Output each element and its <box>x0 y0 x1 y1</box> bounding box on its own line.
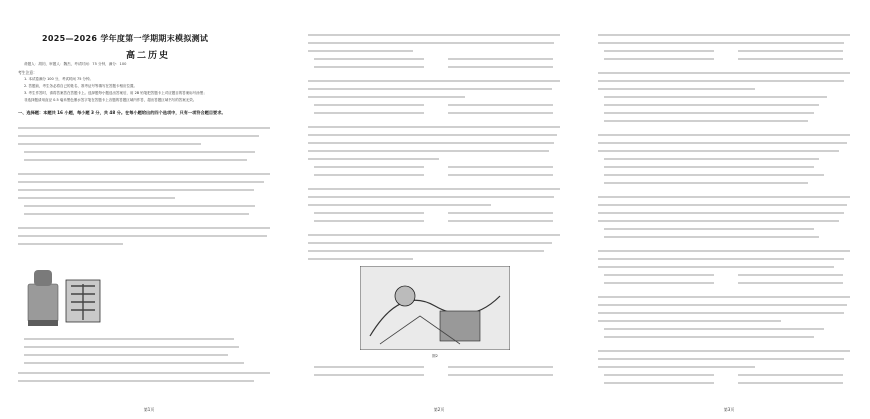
text-line <box>308 34 560 36</box>
text-line <box>314 58 424 60</box>
note-2: 2. 答题前，考生务必将自己的姓名、准考证号等填写在答题卡相应位置。 <box>24 84 137 88</box>
seal-stone-figure <box>24 262 104 332</box>
figure-caption: 图2 <box>432 354 438 358</box>
cartoon-head <box>395 286 415 306</box>
page-3 <box>580 0 870 419</box>
text-line <box>598 296 850 298</box>
text-line <box>314 104 424 106</box>
seal-knob <box>34 270 52 286</box>
text-line <box>308 88 552 90</box>
text-line <box>598 258 844 260</box>
text-line <box>448 366 553 368</box>
text-line <box>598 150 839 152</box>
text-line <box>598 366 755 368</box>
text-line <box>598 350 850 352</box>
text-line <box>18 380 254 382</box>
text-line <box>604 228 814 230</box>
text-line <box>604 182 808 184</box>
text-line <box>598 304 847 306</box>
text-line <box>18 181 264 183</box>
text-line <box>308 234 560 236</box>
text-line <box>598 212 844 214</box>
note-1: 1. 本试卷满分 100 分，考试时间 75 分钟。 <box>24 77 94 81</box>
text-line <box>448 112 553 114</box>
text-line <box>308 204 491 206</box>
text-line <box>598 134 850 136</box>
text-line <box>24 159 247 161</box>
seal-base <box>28 320 58 326</box>
text-line <box>448 220 553 222</box>
text-line <box>598 312 844 314</box>
text-line <box>18 227 270 229</box>
text-line <box>314 174 424 176</box>
text-line <box>738 50 843 52</box>
text-line <box>18 197 175 199</box>
text-line <box>314 112 424 114</box>
text-line <box>24 346 239 348</box>
text-line <box>314 374 424 376</box>
exam-title: 2025—2026 学年度第一学期期末模拟测试 <box>42 34 209 43</box>
page-footer: 第3页 <box>723 407 735 412</box>
text-line <box>598 358 844 360</box>
text-line <box>308 188 560 190</box>
text-line <box>308 158 439 160</box>
text-line <box>308 50 413 52</box>
text-line <box>738 282 843 284</box>
text-line <box>738 374 843 376</box>
cartoon-frame <box>360 266 510 350</box>
text-line <box>308 258 413 260</box>
text-line <box>18 235 267 237</box>
notes-heading: 考生注意： <box>18 70 37 75</box>
text-line <box>308 96 465 98</box>
page-1 <box>0 0 290 419</box>
text-line <box>738 382 843 384</box>
text-line <box>598 220 839 222</box>
text-line <box>598 72 850 74</box>
exam-subject: 高二历史 <box>126 51 171 61</box>
page-footer: 第1页 <box>143 407 155 412</box>
text-line <box>448 104 553 106</box>
text-line <box>18 189 254 191</box>
text-line <box>604 336 814 338</box>
text-line <box>598 320 781 322</box>
cartoon-block <box>440 311 480 341</box>
text-line <box>604 96 827 98</box>
text-line <box>604 236 819 238</box>
text-line <box>598 80 844 82</box>
text-line <box>18 243 123 245</box>
text-line <box>18 372 270 374</box>
text-line <box>598 266 834 268</box>
text-line <box>738 58 843 60</box>
text-line <box>604 112 814 114</box>
text-line <box>24 151 255 153</box>
text-line <box>314 220 424 222</box>
text-line <box>24 205 255 207</box>
note-3: 3. 考生作答时，请将答案答在答题卡上。选择题每小题选出答案后，用 2B 铅笔把答题卡上对应题目的答案标号涂黑； <box>24 91 207 95</box>
text-line <box>308 250 544 252</box>
text-line <box>604 382 714 384</box>
text-line <box>308 80 560 82</box>
text-line <box>598 204 847 206</box>
text-line <box>598 88 755 90</box>
note-4: 非选择题请用直径 0.5 毫米黑色墨水签字笔在答题卡上各题的答题区域内作答，超出答题区域书写的答案无效。 <box>24 98 197 102</box>
text-line <box>604 166 814 168</box>
page-2 <box>290 0 580 419</box>
seal-body <box>28 284 58 322</box>
text-line <box>18 135 259 137</box>
text-line <box>24 213 249 215</box>
page-footer: 第2页 <box>433 407 445 412</box>
text-line <box>18 173 270 175</box>
text-line <box>598 250 850 252</box>
text-line <box>604 282 714 284</box>
text-line <box>24 338 234 340</box>
text-line <box>598 34 850 36</box>
text-line <box>24 354 228 356</box>
text-line <box>314 66 424 68</box>
text-line <box>448 212 553 214</box>
text-line <box>308 134 557 136</box>
text-line <box>448 58 553 60</box>
section-1-heading: 一、选择题：本题共 16 小题，每小题 3 分，共 48 分。在每小题给出的四个选项中，只有一项符合题目要求。 <box>18 110 226 115</box>
text-line <box>604 104 819 106</box>
text-line <box>448 374 553 376</box>
text-line <box>18 143 201 145</box>
text-line <box>24 362 244 364</box>
cartoon-figure <box>360 266 510 350</box>
text-line <box>604 120 808 122</box>
text-line <box>448 66 553 68</box>
text-line <box>604 174 824 176</box>
text-line <box>604 328 824 330</box>
text-line <box>308 126 560 128</box>
text-line <box>314 166 424 168</box>
text-line <box>448 174 553 176</box>
text-line <box>604 50 714 52</box>
text-line <box>598 42 844 44</box>
text-line <box>18 127 270 129</box>
text-line <box>604 274 714 276</box>
text-line <box>308 242 552 244</box>
text-line <box>604 158 819 160</box>
text-line <box>604 58 714 60</box>
text-line <box>308 142 554 144</box>
text-line <box>314 366 424 368</box>
text-line <box>448 166 553 168</box>
exam-meta: 命题人：胡钧，审题人：魏杰，考试时间：75 分钟，满分：100 <box>24 62 127 66</box>
text-line <box>308 150 549 152</box>
text-line <box>598 142 847 144</box>
text-line <box>314 212 424 214</box>
text-line <box>308 42 554 44</box>
text-line <box>308 196 554 198</box>
text-line <box>604 374 714 376</box>
text-line <box>598 196 850 198</box>
text-line <box>738 274 843 276</box>
